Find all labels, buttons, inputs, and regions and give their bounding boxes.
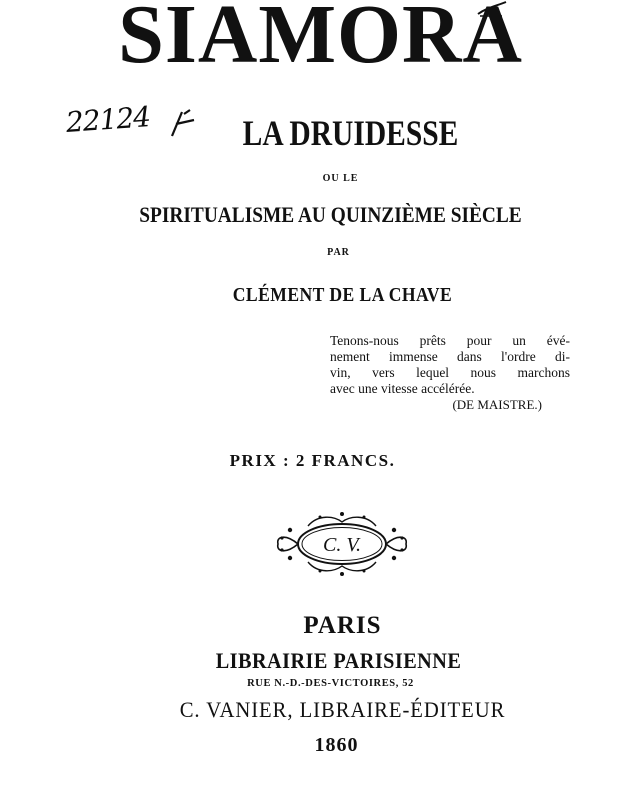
printer-mark-monogram: C. V. bbox=[323, 534, 361, 556]
by-line-label: PAR bbox=[327, 247, 350, 258]
publication-year: 1860 bbox=[314, 734, 359, 756]
epigraph-line: nement immense dans l'ordre di- bbox=[330, 349, 570, 364]
ornament-frame-icon bbox=[268, 508, 416, 578]
alternate-title: SPIRITUALISME AU QUINZIÈME SIÈCLE bbox=[139, 202, 522, 227]
printer-mark-ornament bbox=[268, 508, 416, 578]
book-title: SIAMORA bbox=[118, 0, 523, 81]
shelfmark-text: 22124 bbox=[64, 100, 152, 139]
author-name: CLÉMENT DE LA CHAVE bbox=[232, 284, 453, 306]
epigraph-line: Tenons-nous prêts pour un évé- bbox=[330, 333, 570, 348]
book-subtitle: LA DRUIDESSE bbox=[242, 113, 459, 153]
publication-city: PARIS bbox=[303, 612, 382, 639]
epigraph bbox=[330, 333, 570, 413]
epigraph-attribution: (DE MAISTRE.) bbox=[452, 397, 542, 412]
connector-text: OU LE bbox=[322, 173, 359, 184]
epigraph-line: avec une vitesse accélérée. bbox=[330, 381, 475, 396]
epigraph-line: vin, vers lequel nous marchons bbox=[330, 365, 570, 380]
editor-line: C. VANIER, LIBRAIRE-ÉDITEUR bbox=[179, 697, 506, 722]
publisher-address: RUE N.-D.-DES-VICTOIRES, 52 bbox=[247, 678, 414, 689]
price-line: PRIX : 2 FRANCS. bbox=[229, 451, 396, 470]
publisher-name: LIBRAIRIE PARISIENNE bbox=[215, 648, 462, 673]
